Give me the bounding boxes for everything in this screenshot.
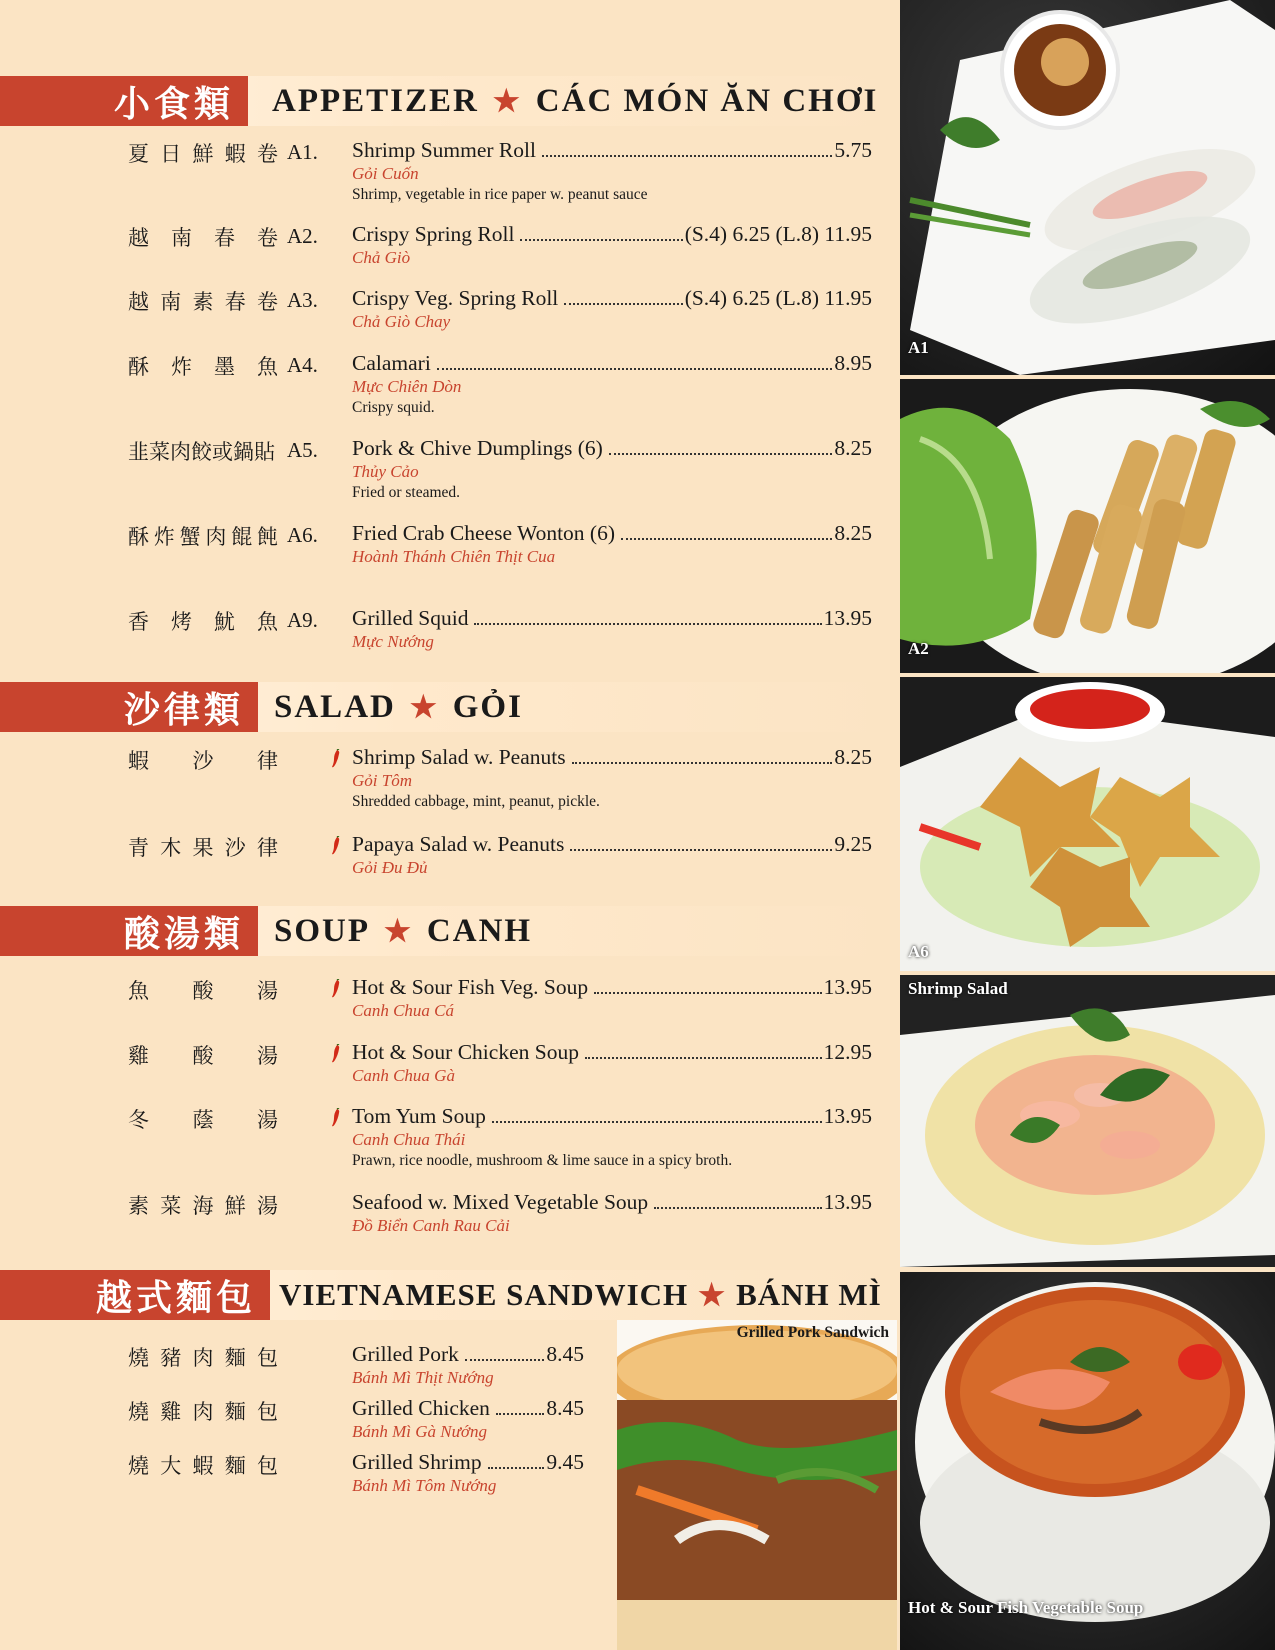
photo-grilled-pork-sandwich — [617, 1320, 897, 1650]
item-name-line — [352, 1040, 872, 1065]
item-name-line — [352, 606, 872, 631]
item-name-line — [352, 832, 872, 857]
vietnamese-name: Mực Nướng — [352, 632, 434, 651]
leader-dots — [570, 849, 832, 851]
vietnamese-name: Canh Chua Gà — [352, 1066, 455, 1085]
item-name-line — [352, 222, 872, 247]
chinese-name: 酥 炸 墨 魚 — [128, 355, 278, 379]
photo-hot-sour-soup — [900, 1272, 1275, 1650]
leader-dots — [585, 1057, 822, 1059]
chinese-name: 燒 大 蝦 麵 包 — [128, 1454, 278, 1478]
item-price: 13.95 — [823, 606, 872, 630]
item-name-line — [352, 351, 872, 376]
item-description: Crispy squid. — [352, 399, 435, 416]
soup-header-en — [274, 906, 532, 956]
photo-label-a6: A6 — [908, 942, 929, 961]
leader-dots — [654, 1207, 821, 1209]
sandwich-header-cn: 越式麵包 — [0, 1270, 270, 1320]
vietnamese-name: Bánh Mì Tôm Nướng — [352, 1476, 497, 1495]
appetizer-header-en — [272, 76, 878, 126]
item-name-line — [352, 138, 872, 163]
chinese-name: 雞 酸 湯 — [128, 1044, 278, 1068]
vietnamese-name: Bánh Mì Gà Nướng — [352, 1422, 487, 1441]
item-name: Papaya Salad w. Peanuts — [352, 832, 565, 856]
chinese-name: 蝦 沙 律 — [128, 749, 278, 773]
chinese-name: 燒 豬 肉 麵 包 — [128, 1346, 278, 1370]
sandwich-header-en — [279, 1270, 882, 1320]
leader-dots — [621, 538, 832, 540]
summer-roll-illustration — [900, 0, 1275, 375]
appetizer-header — [0, 76, 900, 126]
chinese-name: 素 菜 海 鮮 湯 — [128, 1194, 278, 1218]
vietnamese-name: Chả Giò — [352, 248, 411, 267]
chili-pepper-icon — [331, 1044, 341, 1064]
item-name: Crispy Spring Roll — [352, 222, 515, 246]
item-name-line — [352, 975, 872, 1000]
star-icon: ★ — [409, 690, 439, 724]
item-price: 8.95 — [834, 351, 872, 375]
chili-pepper-icon — [331, 979, 341, 999]
leader-dots — [609, 453, 833, 455]
salad-header-en — [274, 682, 523, 732]
item-price: 8.45 — [546, 1342, 584, 1366]
photo-label-a1: A1 — [908, 338, 929, 357]
photo-label-soup: Hot & Sour Fish Vegetable Soup — [908, 1598, 1144, 1617]
soup-header — [0, 906, 900, 956]
leader-dots — [465, 1359, 544, 1361]
vietnamese-name: Bánh Mì Thịt Nướng — [352, 1368, 494, 1387]
soup-header-cn: 酸湯類 — [0, 906, 258, 956]
item-name: Pork & Chive Dumplings (6) — [352, 436, 603, 460]
appetizer-header-cn: 小食類 — [0, 76, 248, 126]
soup-illustration — [900, 1272, 1275, 1650]
photo-shrimp-summer-roll — [900, 0, 1275, 375]
item-price: 13.95 — [823, 1190, 872, 1214]
item-price: 9.25 — [834, 832, 872, 856]
leader-dots — [572, 762, 833, 764]
vietnamese-name: Canh Chua Thái — [352, 1130, 466, 1149]
item-description: Shredded cabbage, mint, peanut, pickle. — [352, 793, 600, 810]
item-code: A3. — [287, 288, 318, 312]
item-price: 12.95 — [823, 1040, 872, 1064]
appetizer-title: APPETIZER — [272, 82, 479, 119]
item-price: 8.25 — [834, 745, 872, 769]
vietnamese-name: Canh Chua Cá — [352, 1001, 455, 1020]
item-name: Crispy Veg. Spring Roll — [352, 286, 559, 310]
leader-dots — [492, 1121, 822, 1123]
item-name: Fried Crab Cheese Wonton (6) — [352, 521, 615, 545]
vietnamese-name: Thủy Cảo — [352, 462, 419, 481]
item-price: 8.45 — [546, 1396, 584, 1420]
item-code: A2. — [287, 224, 318, 248]
chinese-name: 燒 雞 肉 麵 包 — [128, 1400, 278, 1424]
chinese-name: 香 烤 魷 魚 — [128, 610, 278, 634]
star-icon: ★ — [492, 84, 522, 118]
item-price: (S.4) 6.25 (L.8) 11.95 — [684, 222, 872, 246]
item-name-line — [352, 1104, 872, 1129]
item-name: Grilled Chicken — [352, 1396, 490, 1420]
chinese-name: 青 木 果 沙 律 — [128, 836, 278, 860]
salad-header — [0, 682, 900, 732]
item-description: Shrimp, vegetable in rice paper w. peanut sauce — [352, 186, 648, 203]
item-description: Fried or steamed. — [352, 484, 461, 501]
leader-dots — [496, 1413, 544, 1415]
vietnamese-name: Đồ Biển Canh Rau Cải — [352, 1216, 510, 1235]
item-price: 8.25 — [834, 436, 872, 460]
leader-dots — [564, 303, 682, 305]
leader-dots — [594, 992, 821, 994]
appetizer-title-viet: CÁC MÓN ĂN CHƠI — [535, 82, 879, 119]
item-name-line — [352, 1396, 584, 1421]
vietnamese-name: Chả Giò Chay — [352, 312, 451, 331]
item-name: Calamari — [352, 351, 431, 375]
salad-title-viet: GỎI — [452, 688, 523, 725]
photo-label-a2: A2 — [908, 639, 929, 658]
item-name: Grilled Shrimp — [352, 1450, 482, 1474]
item-price: (S.4) 6.25 (L.8) 11.95 — [684, 286, 872, 310]
item-price: 13.95 — [823, 975, 872, 999]
chili-pepper-icon — [331, 1108, 341, 1128]
item-price: 8.25 — [834, 521, 872, 545]
item-name-line — [352, 521, 872, 546]
chinese-name: 越 南 素 春 卷 — [128, 290, 278, 314]
chili-pepper-icon — [331, 836, 341, 856]
chinese-name: 韭菜肉餃或鍋貼 — [128, 440, 275, 464]
soup-title: SOUP — [274, 912, 371, 949]
item-name: Grilled Pork — [352, 1342, 459, 1366]
item-price: 5.75 — [834, 138, 872, 162]
leader-dots — [474, 623, 821, 625]
salad-title: SALAD — [274, 688, 396, 725]
item-name-line — [352, 436, 872, 461]
sandwich-title: VIETNAMESE SANDWICH — [279, 1277, 689, 1312]
item-code: A1. — [287, 140, 318, 164]
item-code: A6. — [287, 523, 318, 547]
vietnamese-name: Hoành Thánh Chiên Thịt Cua — [352, 547, 556, 566]
chinese-name: 越 南 春 卷 — [128, 226, 278, 250]
photo-spring-roll — [900, 379, 1275, 673]
sandwich-title-viet: BÁNH MÌ — [736, 1277, 882, 1312]
photo-label-sandwich: Grilled Pork Sandwich — [736, 1324, 889, 1341]
item-name-line — [352, 1190, 872, 1215]
salad-header-cn: 沙律類 — [0, 682, 258, 732]
star-icon: ★ — [698, 1278, 727, 1312]
item-code: A5. — [287, 438, 318, 462]
item-code: A4. — [287, 353, 318, 377]
item-price: 13.95 — [823, 1104, 872, 1128]
soup-title-viet: CANH — [426, 912, 533, 949]
spring-roll-illustration — [900, 379, 1275, 673]
vietnamese-name: Gỏi Tôm — [352, 771, 412, 790]
shrimp-salad-illustration — [900, 975, 1275, 1267]
sandwich-illustration — [617, 1320, 897, 1650]
sandwich-header — [0, 1270, 900, 1320]
item-price: 9.45 — [546, 1450, 584, 1474]
item-name-line — [352, 286, 872, 311]
item-name-line — [352, 1342, 584, 1367]
chinese-name: 夏 日 鮮 蝦 卷 — [128, 142, 278, 166]
leader-dots — [542, 155, 832, 157]
item-code: A9. — [287, 608, 318, 632]
photo-crab-wonton — [900, 677, 1275, 971]
item-name: Grilled Squid — [352, 606, 469, 630]
photo-shrimp-salad — [900, 975, 1275, 1267]
item-name: Hot & Sour Chicken Soup — [352, 1040, 579, 1064]
item-description: Prawn, rice noodle, mushroom & lime sauce in a spicy broth. — [352, 1152, 733, 1169]
leader-dots — [488, 1467, 545, 1469]
wonton-illustration — [900, 677, 1275, 971]
chili-pepper-icon — [331, 749, 341, 769]
vietnamese-name: Gỏi Cuốn — [352, 164, 419, 183]
chinese-name: 冬 蔭 湯 — [128, 1108, 278, 1132]
item-name: Hot & Sour Fish Veg. Soup — [352, 975, 589, 999]
item-name: Shrimp Salad w. Peanuts — [352, 745, 566, 769]
chinese-name: 酥 炸 蟹 肉 餛 飩 — [128, 525, 278, 549]
chinese-name: 魚 酸 湯 — [128, 979, 278, 1003]
item-name: Tom Yum Soup — [352, 1104, 486, 1128]
item-name-line — [352, 745, 872, 770]
vietnamese-name: Gỏi Đu Đủ — [352, 858, 428, 877]
leader-dots — [520, 239, 682, 241]
item-name: Seafood w. Mixed Vegetable Soup — [352, 1190, 649, 1214]
item-name-line — [352, 1450, 584, 1475]
photo-label-shrimp-salad: Shrimp Salad — [908, 979, 1008, 998]
leader-dots — [437, 368, 833, 370]
vietnamese-name: Mực Chiên Dòn — [352, 377, 462, 396]
star-icon: ★ — [384, 914, 413, 948]
item-name: Shrimp Summer Roll — [352, 138, 536, 162]
